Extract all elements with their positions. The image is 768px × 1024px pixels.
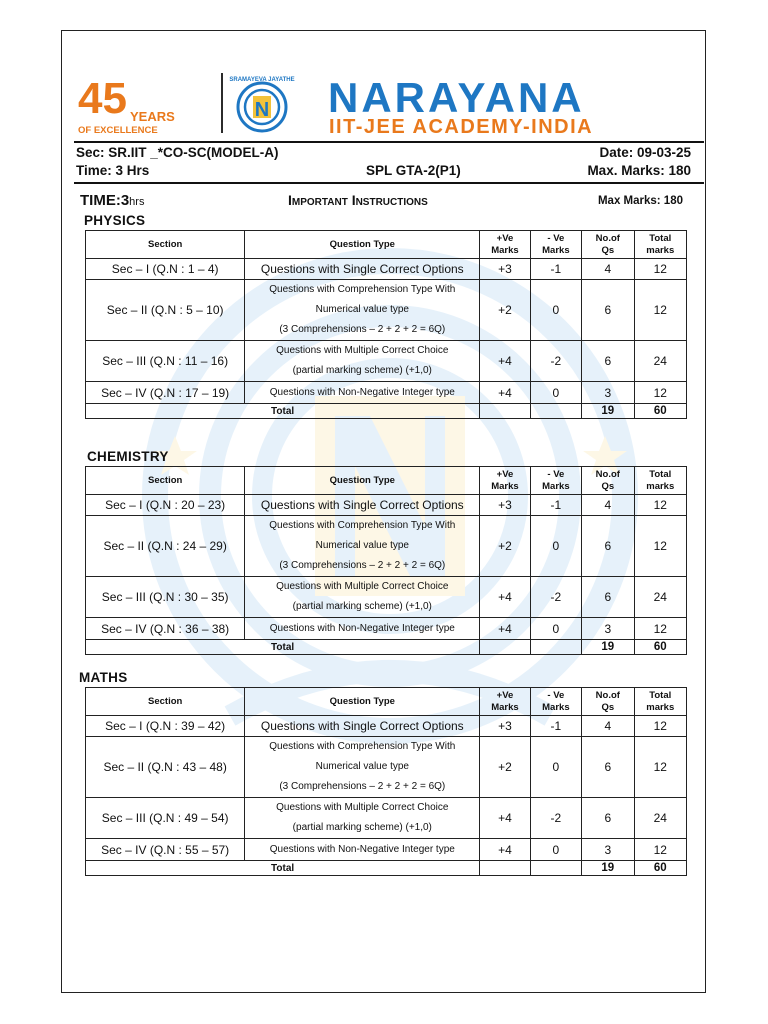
years-word: YEARS (130, 109, 175, 124)
header-question-type: Question Type (245, 688, 480, 716)
physics-marks-table (85, 230, 687, 419)
subject-title-chemistry: CHEMISTRY (87, 449, 169, 464)
table-row: Sec – IV (Q.N : 17 – 19) Questions with Non-Negative Integer type +4 0 3 12 (86, 382, 687, 404)
brand-name: NARAYANA (328, 74, 585, 121)
exam-max-marks: Max. Marks: 180 (587, 163, 691, 178)
table-row: Sec – I (Q.N : 20 – 23) Questions with Single Correct Options +3 -1 4 12 (86, 495, 687, 516)
table-row: Sec – III (Q.N : 30 – 35) Questions with Multiple Correct Choice (partial marking scheme) (+1,0) +4 -2 6 24 (86, 577, 687, 618)
emblem-motto: SRAMAYEVA JAYATHE (229, 77, 295, 83)
info-rule (74, 182, 704, 184)
subject-title-physics: PHYSICS (84, 213, 146, 228)
total-qs: 19 (582, 404, 634, 419)
header-positive-marks: +Ve Marks (480, 231, 530, 259)
time-label: TIME:3hrs (80, 192, 145, 209)
narayana-emblem-icon (223, 73, 301, 133)
header-no-of-qs: No.of Qs (582, 467, 634, 495)
header-negative-marks: - Ve Marks (530, 231, 581, 259)
instructions-bar (80, 192, 683, 210)
total-label: Total (86, 404, 480, 419)
paper-code: SPL GTA-2(P1) (366, 163, 461, 178)
table-header-row (86, 467, 687, 495)
header-negative-marks: - Ve Marks (530, 688, 581, 716)
header-section: Section (86, 467, 245, 495)
table-row: Sec – II (Q.N : 5 – 10) Questions with Comprehension Type With Numerical value type (3 Comprehensions – 2 + 2 + 2 = 6Q) +2 0 6 12 (86, 280, 687, 341)
header-total-marks: Total marks (634, 231, 686, 259)
total-marks: 60 (634, 404, 686, 419)
section-code: Sec: SR.IIT _*CO-SC(MODEL-A) (76, 145, 279, 160)
header-no-of-qs: No.of Qs (582, 688, 634, 716)
table-row: Sec – III (Q.N : 49 – 54) Questions with Multiple Correct Choice (partial marking scheme) (+1,0) +4 -2 6 24 (86, 798, 687, 839)
table-row: Sec – IV (Q.N : 36 – 38) Questions with Non-Negative Integer type +4 0 3 12 (86, 618, 687, 640)
table-header-row (86, 688, 687, 716)
exam-time: Time: 3 Hrs (76, 163, 150, 178)
header-rule (74, 141, 704, 143)
table-row: Sec – III (Q.N : 11 – 16) Questions with Multiple Correct Choice (partial marking scheme) (+1,0) +4 -2 6 24 (86, 341, 687, 382)
table-total-row (86, 404, 687, 419)
header-positive-marks: +Ve Marks (480, 688, 530, 716)
subject-title-maths: MATHS (79, 670, 128, 685)
brand-tagline: IIT-JEE ACADEMY-INDIA (329, 116, 594, 138)
header-question-type: Question Type (245, 231, 480, 259)
total-marks: 60 (634, 640, 686, 655)
total-marks: 60 (634, 861, 686, 876)
table-row: Sec – I (Q.N : 39 – 42) Questions with Single Correct Options +3 -1 4 12 (86, 716, 687, 737)
header-no-of-qs: No.of Qs (582, 231, 634, 259)
total-qs: 19 (582, 640, 634, 655)
maths-marks-table (85, 687, 687, 876)
excellence-text: OF EXCELLENCE (78, 125, 158, 135)
header-section: Section (86, 688, 245, 716)
exam-instructions-page (61, 30, 706, 993)
table-header-row (86, 231, 687, 259)
total-qs: 19 (582, 861, 634, 876)
chemistry-marks-table (85, 466, 687, 655)
table-total-row (86, 861, 687, 876)
header-total-marks: Total marks (634, 467, 686, 495)
total-label: Total (86, 861, 480, 876)
total-label: Total (86, 640, 480, 655)
table-row: Sec – IV (Q.N : 55 – 57) Questions with Non-Negative Integer type +4 0 3 12 (86, 839, 687, 861)
exam-date: Date: 09-03-25 (599, 145, 691, 160)
table-row: Sec – I (Q.N : 1 – 4) Questions with Single Correct Options +3 -1 4 12 (86, 259, 687, 280)
header-positive-marks: +Ve Marks (480, 467, 530, 495)
table-row: Sec – II (Q.N : 43 – 48) Questions with Comprehension Type With Numerical value type (3 Comprehensions – 2 + 2 + 2 = 6Q) +2 0 6 12 (86, 737, 687, 798)
table-row: Sec – II (Q.N : 24 – 29) Questions with Comprehension Type With Numerical value type (3 Comprehensions – 2 + 2 + 2 = 6Q) +2 0 6 12 (86, 516, 687, 577)
years-number: 45 (78, 74, 127, 123)
emblem-letter: N (254, 99, 270, 121)
instructions-title: Important Instructions (288, 192, 428, 208)
table-total-row (86, 640, 687, 655)
instructions-max-marks: Max Marks: 180 (597, 195, 683, 207)
header-total-marks: Total marks (634, 688, 686, 716)
header-negative-marks: - Ve Marks (530, 467, 581, 495)
header-question-type: Question Type (245, 467, 480, 495)
header-section: Section (86, 231, 245, 259)
45-years-logo (76, 73, 186, 135)
